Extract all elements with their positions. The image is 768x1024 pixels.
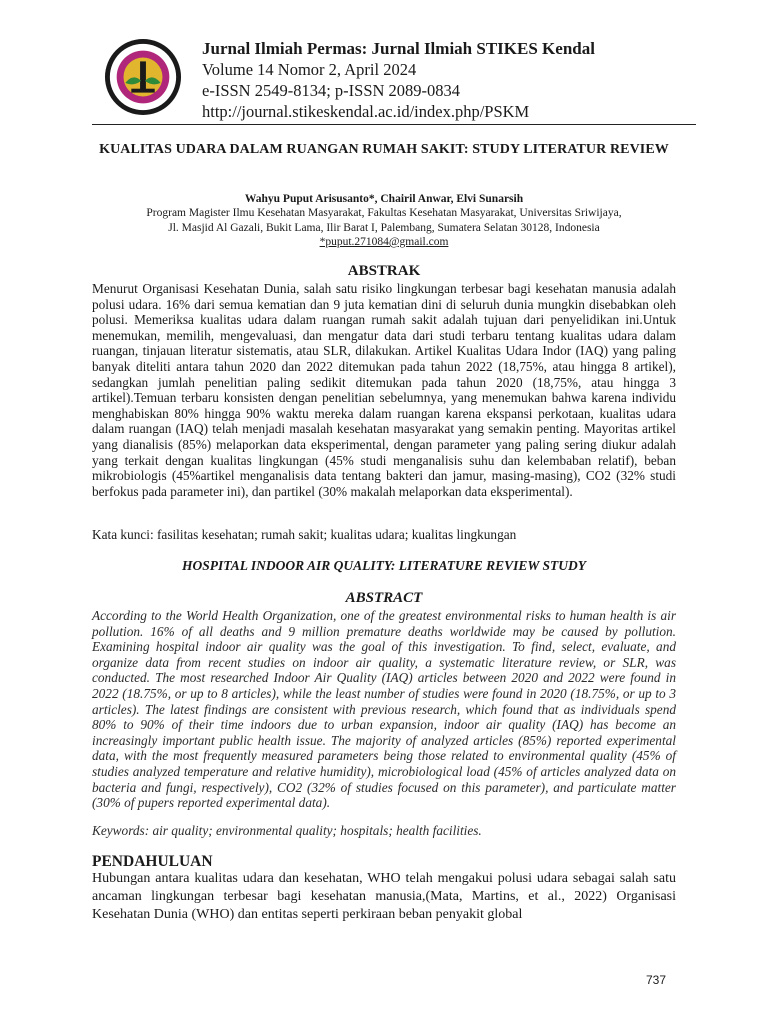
affiliation-line-2: Jl. Masjid Al Gazali, Bukit Lama, Ilir Barat I, Palembang, Sumatera Selatan 30128, Indonesia xyxy=(168,221,600,234)
journal-info xyxy=(202,38,595,122)
journal-volume: Volume 14 Nomor 2, April 2024 xyxy=(202,60,417,79)
article-title: KUALITAS UDARA DALAM RUANGAN RUMAH SAKIT: STUDY LITERATUR REVIEW xyxy=(99,142,669,157)
page-number: 737 xyxy=(646,973,667,987)
affiliation-line-1: Program Magister Ilmu Kesehatan Masyarakat, Fakultas Kesehatan Masyarakat, Universitas Sriwijaya, xyxy=(146,207,622,219)
abstract-text: According to the World Health Organization, one of the greatest environmental risks to human health is air pollution. 16% of all deaths and 9 million premature deaths worldwide may be caused by pollution. Examining hospital indoor air quality was the goal of this investigation. To find, select, evaluate, and organize data from recent studies on indoor air quality, a systematic literature review, or SLR, was conducted. The most researched Indoor Air Quality (IAQ) articles between 2020 and 2022 were found in 2022 (18.75%, or up to 8 articles), while the least number of studies were found in 2020 (18.75%, or up to 3 articles). The latest findings are consistent with previous research, which found that as individuals spend 80% to 90% of their time indoors due to urban expansion, indoor air quality (IAQ) has become an increasingly important public health issue. The majority of analyzed articles (85%) reported experimental data, with the most frequently measured parameters being those related to environmental quality (45% of studies analyzed temperature and relative humidity), microbiological load (45% of articles analyzed data on bacteria and fungi, respectively), CO2 (32% of studies focused on this parameter), and particulate matter (30% of pupers reported experimental data). xyxy=(92,608,676,811)
journal-seal-logo-icon xyxy=(104,38,182,116)
english-title: HOSPITAL INDOOR AIR QUALITY: LITERATURE REVIEW STUDY xyxy=(181,558,587,573)
author-email-link[interactable]: *puput.271084@gmail.com xyxy=(319,236,449,248)
kata-kunci: Kata kunci: fasilitas kesehatan; rumah sakit; kualitas udara; kualitas lingkungan xyxy=(92,527,517,542)
keywords: Keywords: air quality; environmental quality; hospitals; health facilities. xyxy=(92,823,482,838)
journal-header xyxy=(92,32,696,124)
abstrak-heading: ABSTRAK xyxy=(347,263,421,279)
pendahuluan-heading: PENDAHULUAN xyxy=(92,853,213,870)
abstrak-text: Menurut Organisasi Kesehatan Dunia, salah satu risiko lingkungan terbesar bagi kesehatan manusia adalah polusi udara. 16% dari semua kematian dan 9 juta kematian dini di seluruh dunia mungkin disebabkan oleh polusi. Memeriksa kualitas udara dalam ruangan rumah sakit adalah tujuan dari penyelidikan ini.Untuk menemukan, memilih, mengevaluasi, dan mengatur data dari studi terbaru tentang kualitas udara dalam ruangan, tinjauan literatur sistematis, atau SLR, dilakukan. Artikel Kualitas Udara Indor (IAQ) yang paling banyak diteliti antara tahun 2020 dan 2022 ditemukan pada tahun 2022 (18,75%, atau hingga 8 artikel), sedangkan jumlah penelitian paling sedikit ditemukan pada tahun 2020 (18,75%, atau hingga 3 artikel).Temuan terbaru konsisten dengan penelitian sebelumnya, yang menemukan bahwa karena individu menghabiskan 80% hingga 90% waktu mereka dalam ruangan karena ekspansi perkotaan, kualitas udara dalam ruangan (IAQ) telah menjadi masalah kesehatan masyarakat yang semakin penting. Mayoritas artikel yang dianalisis (85%) melaporkan data eksperimental, dengan parameter yang paling sering diukur adalah yang terkait dengan kualitas lingkungan (45% studi menganalisis suhu dan kelembaban relatif), beban mikrobiologis (45%artikel menganalisis data tentang bakteri dan jamur, masing-masing), CO2 (32% studi berfokus pada parameter ini), dan partikel (30% makalah melaporkan data eksperimental). xyxy=(92,281,676,499)
journal-url[interactable]: http://journal.stikeskendal.ac.id/index.php/PSKM xyxy=(202,102,530,121)
article-authors: Wahyu Puput Arisusanto*, Chairil Anwar, Elvi Sunarsih xyxy=(244,193,524,205)
pendahuluan-text: Hubungan antara kualitas udara dan kesehatan, WHO telah mengakui polusi udara sebagai salah satu ancaman lingkungan terbesar bagi kesehatan manusia,(Mata, Martins, et al., 2022) Organisasi Kesehatan Dunia (WHO) dan entitas seperti perkiraan beban penyakit global xyxy=(92,871,676,922)
article-affiliation xyxy=(92,206,676,250)
journal-name: Jurnal Ilmiah Permas: Jurnal Ilmiah STIKES Kendal xyxy=(202,39,595,58)
journal-issn: e-ISSN 2549-8134; p-ISSN 2089-0834 xyxy=(202,81,461,100)
abstract-heading: ABSTRACT xyxy=(345,590,423,606)
header-divider xyxy=(92,124,696,125)
